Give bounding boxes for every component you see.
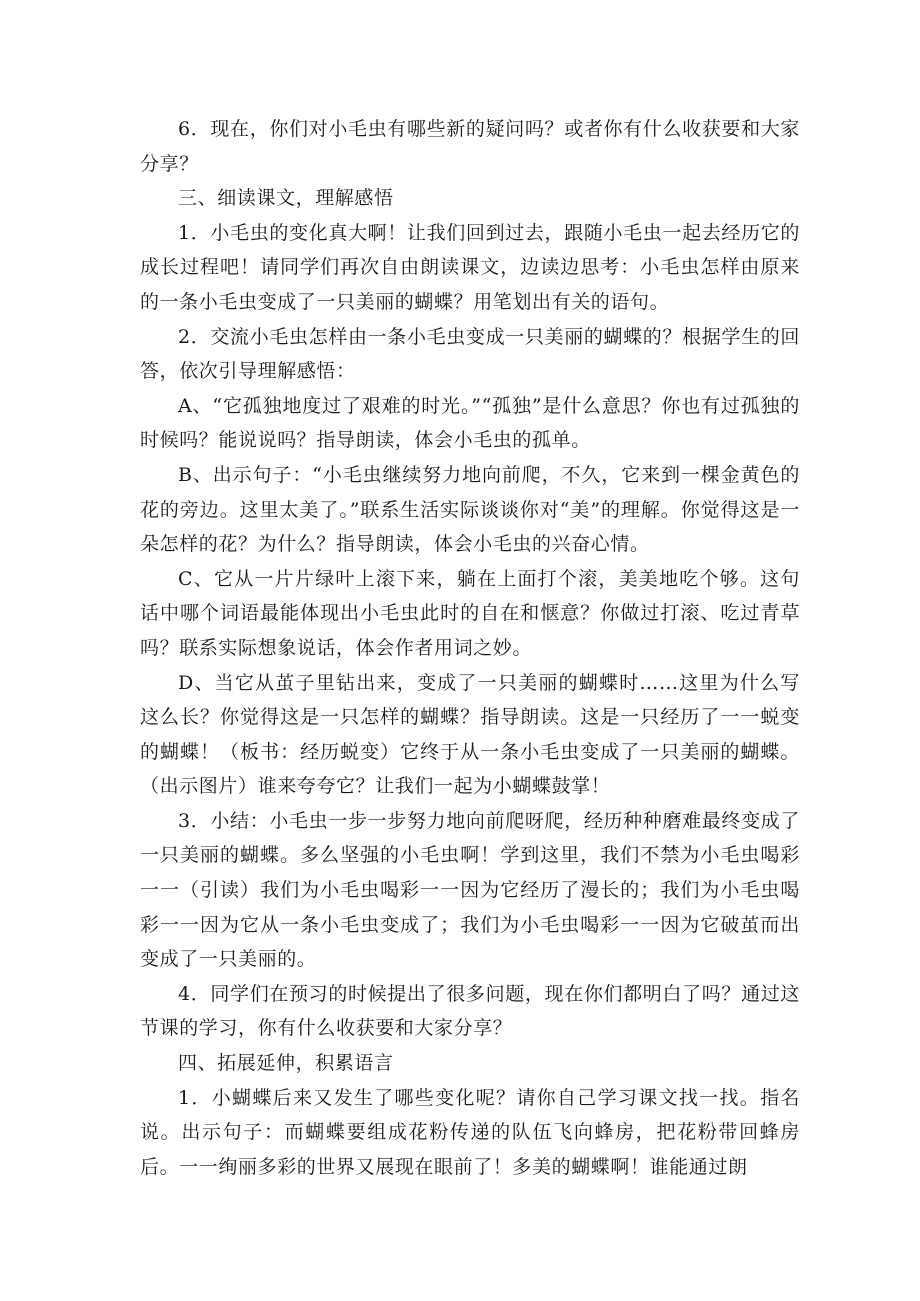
paragraph-d: D、当它从茧子里钻出来，变成了一只美丽的蝴蝶时……这里为什么写这么长？你觉得这是一只怎样的蝴蝶？指导朗读。这是一只经历了一一蜕变的蝴蝶！（板书：经历蜕变）它终于从一条小毛虫变成了一只美丽的蝴蝶。（出示图片）谁来夸夸它？让我们一起为小蝴蝶鼓掌！ <box>140 671 800 798</box>
paragraph-c: C、它从一片片绿叶上滚下来，躺在上面打个滚，美美地吃个够。这句话中哪个词语最能体现出小毛虫此时的自在和惬意？你做过打滚、吃过青草吗？联系实际想象说话，体会作者用词之妙。 <box>140 567 800 659</box>
paragraph-3-3: 3．小结：小毛虫一步一步努力地向前爬呀爬，经历种种磨难最终变成了一只美丽的蝴蝶。多么坚强的小毛虫啊！学到这里，我们不禁为小毛虫喝彩一一（引读）我们为小毛虫喝彩一一因为它经历了漫长的；我们为小毛虫喝彩一一因为它从一条小毛虫变成了；我们为小毛虫喝彩一一因为它破茧而出变成了一只美丽的。 <box>140 809 800 971</box>
paragraph-3-1: 1．小毛虫的变化真大啊！让我们回到过去，跟随小毛虫一起去经历它的成长过程吧！请同学们再次自由朗读课文，边读边思考：小毛虫怎样由原来的一条小毛虫变成了一只美丽的蝴蝶？用笔划出有关的语句。 <box>140 221 800 313</box>
section-heading-4: 四、拓展延伸，积累语言 <box>178 1052 394 1075</box>
paragraph-3-2: 2．交流小毛虫怎样由一条小毛虫变成一只美丽的蝴蝶的？根据学生的回答，依次引导理解感悟： <box>140 325 800 383</box>
paragraph-4-1: 1．小蝴蝶后来又发生了哪些变化呢？请你自己学习课文找一找。指名说。出示句子：而蝴蝶要组成花粉传递的队伍飞向蜂房，把花粉带回蜂房后。一一绚丽多彩的世界又展现在眼前了！多美的蝴蝶啊！谁能通过朗 <box>140 1086 800 1178</box>
paragraph-b: B、出示句子：“小毛虫继续努力地向前爬，不久，它来到一棵金黄色的花的旁边。这里太美了。”联系生活实际谈谈你对“美”的理解。你觉得这是一朵怎样的花？为什么？指导朗读，体会小毛虫的兴奋心情。 <box>140 463 800 556</box>
document-page <box>140 112 800 1184</box>
section-heading-3: 三、细读课文，理解感悟 <box>178 187 394 210</box>
paragraph-3-4: 4．同学们在预习的时候提出了很多问题，现在你们都明白了吗？通过这节课的学习，你有什么收获要和大家分享？ <box>140 982 800 1040</box>
paragraph-6: 6．现在，你们对小毛虫有哪些新的疑问吗？或者你有什么收获要和大家分享？ <box>140 118 800 175</box>
paragraph-a: A、“它孤独地度过了艰难的时光。”“孤独”是什么意思？你也有过孤独的时候吗？能说说吗？指导朗读，体会小毛虫的孤单。 <box>140 394 800 452</box>
